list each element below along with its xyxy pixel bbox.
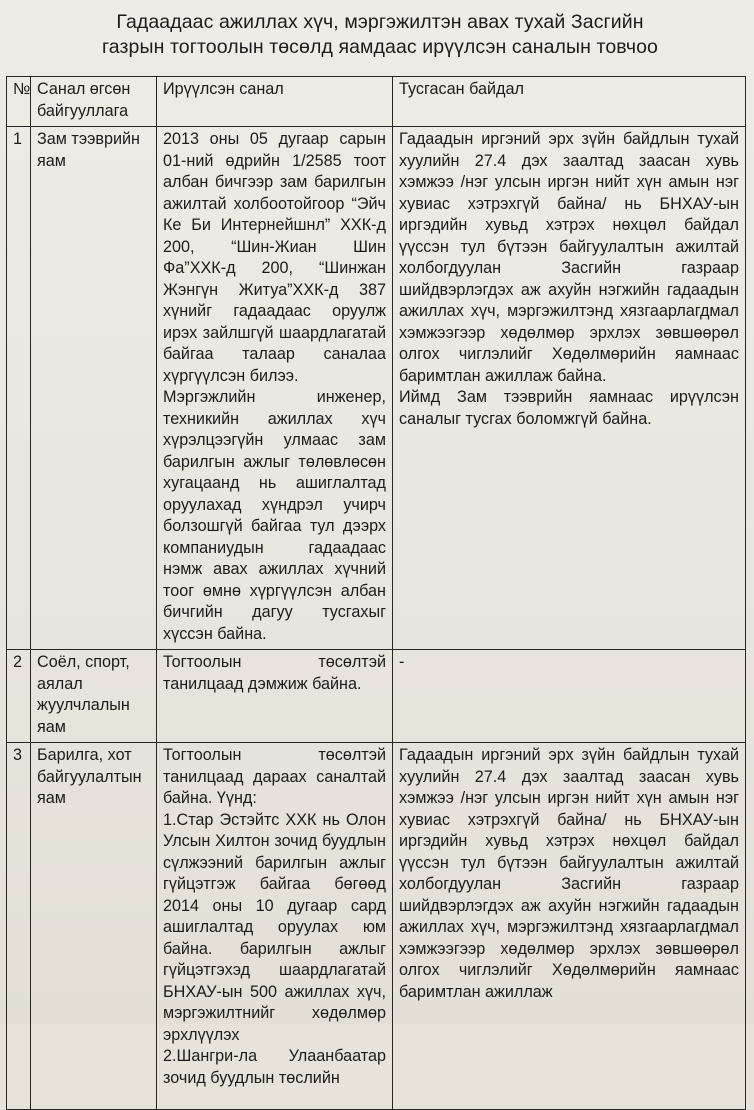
row-status — [393, 127, 746, 650]
row-status — [393, 743, 746, 1110]
header-proposal: Ирүүлсэн санал — [157, 77, 393, 127]
table-row — [7, 127, 746, 650]
proposal-paragraph: 2013 оны 05 дугаар сарын 01-ний өдрийн 1/2585 тоот албан бичгээр зам барилгын ажилтай холбоотойгоор “Эйч Ке Би Интернейшнл” ХХК-д 200, “Шин-Жиан Шин Фа”ХХК-д 200, “Шинжан Жэнгүн Житуа”ХХК-д 387 хүнийг гадаадаас оруулж ирэх зайлшгүй шаардлагатай байгаа талаар саналаа хүргүүлсэн билээ. — [163, 130, 386, 385]
proposal-paragraph: 2.Шангри-ла Улаанбаатар зочид буудлын төслийн — [163, 1047, 386, 1087]
header-num: № — [7, 77, 31, 127]
header-organization: Санал өгсөн байгууллага — [31, 77, 157, 127]
row-proposal — [157, 650, 393, 743]
row-organization: Соёл, спорт, аялал жуулчлалын яам — [31, 650, 157, 743]
row-status — [393, 650, 746, 743]
row-proposal — [157, 127, 393, 650]
proposal-paragraph: Тогтоолын төсөлтэй танилцаад дараах саналтай байна. Үүнд: — [163, 746, 386, 807]
row-num: 3 — [7, 743, 31, 1110]
row-num: 1 — [7, 127, 31, 650]
header-status: Тусгасан байдал — [393, 77, 746, 127]
status-paragraph: Гадаадын иргэний эрх зүйн байдлын тухай хуулийн 27.4 дэх заалтад заасан хувь хэмжээ /нэг улсын иргэн нийт хүн амын нэг хувиас хэтрэхгүй байна/ нь БНХАУ-ын иргэдийн хувьд хэтрэх нөхцөл байдал үүссэн тул бүтээн байгуулалтын ажилтай холбогдуулан Засгийн газраар шийдвэрлэгдэх аж ахуйн нэгжийн гадаадын ажиллах хүч, мэргэжилтэнд хязгаарлагдмал хэмжээгээр хөдөлмөр эрхлэх зөвшөөрөл олгох чиглэлийг Хөдөлмөрийн яамнаас баримтлан ажиллаж — [399, 746, 739, 1001]
title-line-2: газрын тогтоолын төсөлд яамдаас ирүүлсэн саналын товчоо — [101, 36, 658, 58]
proposal-paragraph: Мэргэжлийн инженер, техникийн ажиллах хүч хүрэлцээгүйн улмаас зам барилгын ажлыг төлөвлөсөн хугацаанд нь ашиглалтад оруулахад хүндрэл учирч болзошгүй байгаа тул дээрх компаниудын гадаадаас нэмж авах ажиллах хүчний тоог өмнө хүргүүлсэн албан бичгийн дагуу тусгахыг хүссэн байна. — [163, 388, 386, 643]
table-row — [7, 743, 746, 1110]
row-num: 2 — [7, 650, 31, 743]
row-organization: Барилга, хот байгуулалтын яам — [31, 743, 157, 1110]
table-row — [7, 650, 746, 743]
proposal-paragraph: 1.Стар Эстэйтс ХХК нь Олон Улсын Хилтон зочид буудлын сүлжээний барилгын ажлыг гүйцэтгэж байгаа бөгөөд 2014 оны 10 дугаар сард ашиглалтад оруулах юм байна. барилгын ажлыг гүйцэтгэхэд шаардлагатай БНХАУ-ын 500 ажиллах хүч, мэргэжилтнийг хөдөлмөр эрхлүүлэх — [163, 810, 386, 1044]
document-title — [60, 10, 700, 60]
proposals-table — [6, 76, 746, 1110]
status-paragraph: Иймд Зам тээврийн яамнаас ирүүлсэн саналыг тусгах боломжгүй байна. — [399, 388, 739, 428]
status-dash: - — [399, 653, 405, 671]
proposal-paragraph: Тогтоолын төсөлтэй танилцаад дэмжиж байна. — [163, 653, 386, 693]
row-organization: Зам тээврийн яам — [31, 127, 157, 650]
status-paragraph: Гадаадын иргэний эрх зүйн байдлын тухай хуулийн 27.4 дэх заалтад заасан хувь хэмжээ /нэг улсын иргэн нийт хүн амын нэг хувиас хэтрэхгүй байна/ нь БНХАУ-ын иргэдийн хувьд хэтрэх нөхцөл байдал үүссэн тул бүтээн байгуулалтын ажилтай холбогдуулан Засгийн газраар шийдвэрлэгдэх аж ахуйн нэгжийн гадаадын ажиллах хүч, мэргэжилтэнд хязгаарлагдмал хэмжээгээр хөдөлмөр эрхлэх зөвшөөрөл олгох чиглэлийг Хөдөлмөрийн яамнаас баримтлан ажиллаж байна. — [399, 130, 739, 385]
table-header-row — [7, 77, 746, 127]
row-proposal — [157, 743, 393, 1110]
title-line-1: Гадаадаас ажиллах хүч, мэргэжилтэн авах тухай Засгийн — [116, 11, 644, 33]
